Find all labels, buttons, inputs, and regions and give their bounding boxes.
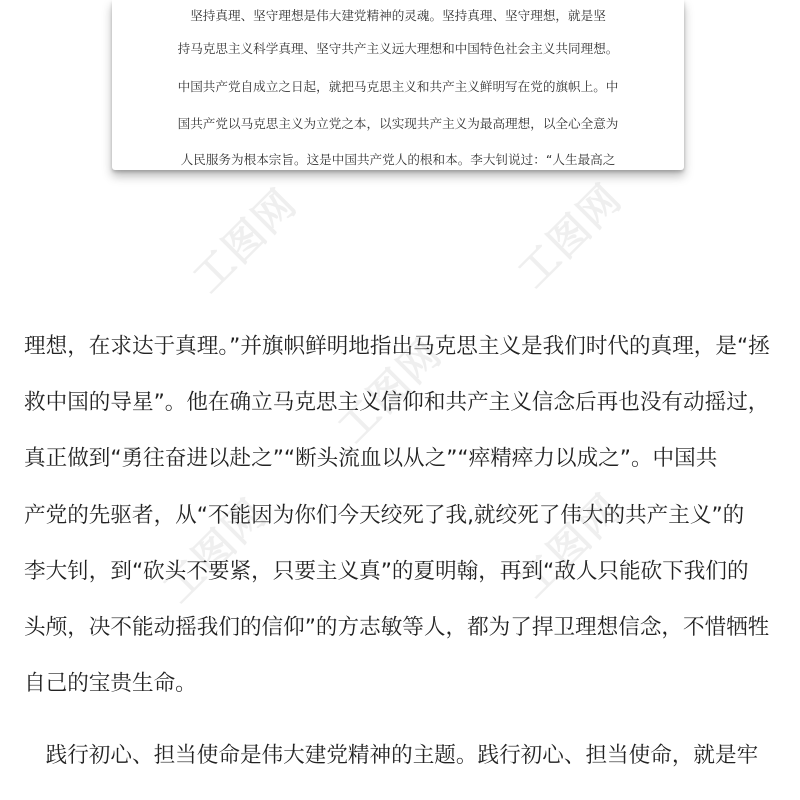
excerpt-card [112,0,684,170]
body-line-7: 自己的宝贵生命。 [24,671,197,696]
body-line-5: 李大钊，到“砍头不要紧，只要主义真”的夏明翰，再到“敌人只能砍下我们的 [24,559,749,584]
body-line-1: 理想，在求达于真理。”并旗帜鲜明地指出马克思主义是我们时代的真理，是“拯 [24,334,770,359]
body-line-4: 产党的先驱者，从“不能因为你们今天绞死了我,就绞死了伟大的共产主义”的 [24,503,745,528]
body-line-2: 救中国的导星”。他在确立马克思主义信仰和共产主义信念后再也没有动摇过， [24,390,770,415]
card-line-4: 国共产党以马克思主义为立党之本，以实现共产主义为最高理想，以全心全意为 [177,116,619,131]
card-line-1: 坚持真理、坚守理想是伟大建党精神的灵魂。坚持真理、坚守理想，就是坚 [190,8,606,23]
watermark: 工图网 [329,330,452,452]
card-line-5: 人民服务为根本宗旨。这是中国共产党人的根和本。李大钊说过：“人生最高之 [180,152,616,167]
watermark: 工图网 [509,485,632,607]
watermark: 工图网 [509,175,632,297]
body-line-8: 践行初心、担当使命是伟大建党精神的主题。践行初心、担当使命，就是牢 [24,743,759,768]
watermark: 工图网 [154,490,277,612]
body-line-3: 真正做到“勇往奋进以赴之”“断头流血以从之”“瘁精瘁力以成之”。中国共 [24,446,718,471]
watermark: 工图网 [184,180,307,302]
card-line-3: 中国共产党自成立之日起，就把马克思主义和共产主义鲜明写在党的旗帜上。中 [177,79,619,94]
body-line-6: 头颅，决不能动摇我们的信仰”的方志敏等人，都为了捍卫理想信念，不惜牺牲 [24,615,770,640]
card-line-2: 持马克思主义科学真理、坚守共产主义远大理想和中国特色社会主义共同理想。 [177,41,619,56]
